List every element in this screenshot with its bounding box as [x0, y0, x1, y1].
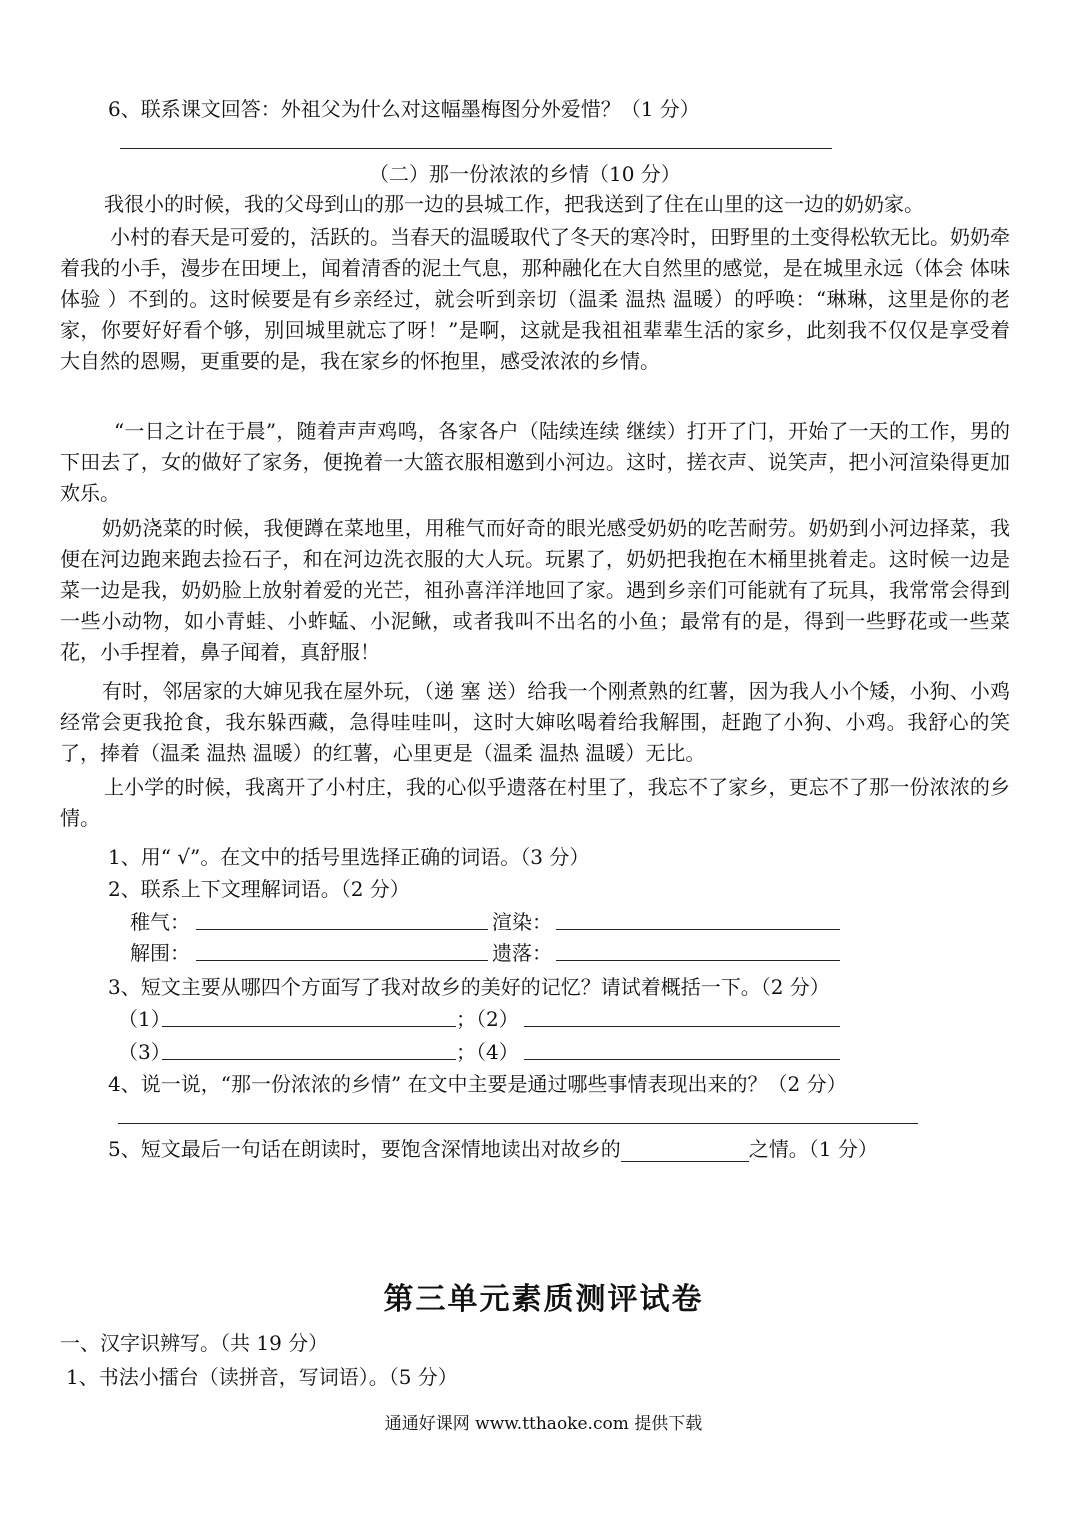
answer-line-zhiqi[interactable]	[196, 929, 488, 930]
answer-line-q3-4[interactable]	[524, 1059, 840, 1060]
q3-item-3-label: （3）	[118, 1040, 171, 1064]
word-label-yiluo: 遗落：	[492, 941, 552, 965]
answer-line-q3-1[interactable]	[162, 1026, 456, 1027]
part-1-question-1: 1、书法小擂台（读拼音，写词语）。（5 分）	[66, 1365, 458, 1389]
q3-item-4-label: ；（4）	[456, 1040, 519, 1064]
question-5-text: 5、短文最后一句话在朗读时，要饱含深情地读出对故乡的	[108, 1137, 621, 1161]
answer-line-jiewei[interactable]	[196, 960, 488, 961]
paragraph-1: 我很小的时候，我的父母到山的那一边的县城工作，把我送到了住在山里的这一边的奶奶家。	[104, 192, 924, 216]
paragraph-3: “一日之计在于晨”，随着声声鸡鸣，各家各户（陆续连续 继续）打开了门，开始了一天的工作，男的下田去了，女的做好了家务，便挽着一大篮衣服相邀到小河边。这时，搓衣声、说笑声，把小河渲染得更加欢乐。	[60, 419, 1010, 505]
question-2: 2、联系上下文理解词语。（2 分）	[108, 877, 410, 901]
question-6-prev: 6、联系课文回答：外祖父为什么对这幅墨梅图分外爱惜？（1 分）	[108, 97, 700, 121]
question-5-suffix: 之情。（1 分）	[748, 1137, 878, 1161]
answer-blank-q5[interactable]	[621, 1139, 749, 1162]
section-2-title: （二）那一份浓浓的乡情（10 分）	[369, 162, 681, 186]
answer-line-q4[interactable]	[118, 1123, 918, 1124]
question-4: 4、说一说，“那一份浓浓的乡情” 在文中主要是通过哪些事情表现出来的？（2 分）	[108, 1072, 847, 1096]
question-1: 1、用“ √”。在文中的括号里选择正确的词语。（3 分）	[108, 845, 590, 869]
question-5	[108, 1133, 878, 1162]
word-label-jiewei: 解围：	[130, 941, 190, 965]
word-label-zhiqi: 稚气：	[130, 910, 190, 934]
part-1-heading: 一、汉字识辨写。（共 19 分）	[60, 1331, 329, 1355]
q3-item-1-label: （1）	[118, 1007, 171, 1031]
q3-item-2-label: ；（2）	[456, 1007, 519, 1031]
answer-line-yiluo[interactable]	[556, 960, 840, 961]
unit-3-title: 第三单元素质测评试卷	[383, 1282, 704, 1317]
paragraph-6: 上小学的时候，我离开了小村庄，我的心似乎遗落在村里了，我忘不了家乡，更忘不了那一份浓浓的乡情。	[60, 775, 1010, 830]
answer-line-q3-2[interactable]	[524, 1026, 840, 1027]
answer-line-xuanran[interactable]	[556, 929, 840, 930]
answer-line-q6	[120, 148, 832, 149]
word-label-xuanran: 渲染：	[492, 910, 552, 934]
answer-line-q3-3[interactable]	[162, 1059, 456, 1060]
paragraph-2: 小村的春天是可爱的，活跃的。当春天的温暖取代了冬天的寒冷时，田野里的土变得松软无比。奶奶牵着我的小手，漫步在田埂上，闻着清香的泥土气息，那种融化在大自然里的感觉，是在城里永远（体会 体味 体验 ）不到的。这时候要是有乡亲经过，就会听到亲切（温柔 温热 温暖）的呼唤：“琳琳，这里是你的老家，你要好好看个够，别回城里就忘了呀！”是啊，这就是我祖祖辈辈生活的家乡，此刻我不仅仅是享受着大自然的恩赐，更重要的是，我在家乡的怀抱里，感受浓浓的乡情。	[60, 225, 1010, 373]
paragraph-4: 奶奶浇菜的时候，我便蹲在菜地里，用稚气而好奇的眼光感受奶奶的吃苦耐劳。奶奶到小河边择菜，我便在河边跑来跑去捡石子，和在河边洗衣服的大人玩。玩累了，奶奶把我抱在木桶里挑着走。这时候一边是菜一边是我，奶奶脸上放射着爱的光芒，祖孙喜洋洋地回了家。遇到乡亲们可能就有了玩具，我常常会得到一些小动物，如小青蛙、小蚱蜢、小泥鳅，或者我叫不出名的小鱼；最常有的是，得到一些野花或一些菜花，小手捏着，鼻子闻着，真舒服！	[60, 516, 1010, 664]
paragraph-5: 有时，邻居家的大婶见我在屋外玩，（递 塞 送）给我一个刚煮熟的红薯，因为我人小个矮，小狗、小鸡经常会更我抢食，我东躲西藏，急得哇哇叫，这时大婶吆喝着给我解围，赶跑了小狗、小鸡。我舒心的笑了，捧着（温柔 温热 温暖）的红薯，心里更是（温柔 温热 温暖）无比。	[60, 679, 1010, 765]
footer: 通通好课网 www.tthaoke.com 提供下载	[384, 1414, 703, 1434]
question-3: 3、短文主要从哪四个方面写了我对故乡的美好的记忆？请试着概括一下。（2 分）	[108, 975, 830, 999]
